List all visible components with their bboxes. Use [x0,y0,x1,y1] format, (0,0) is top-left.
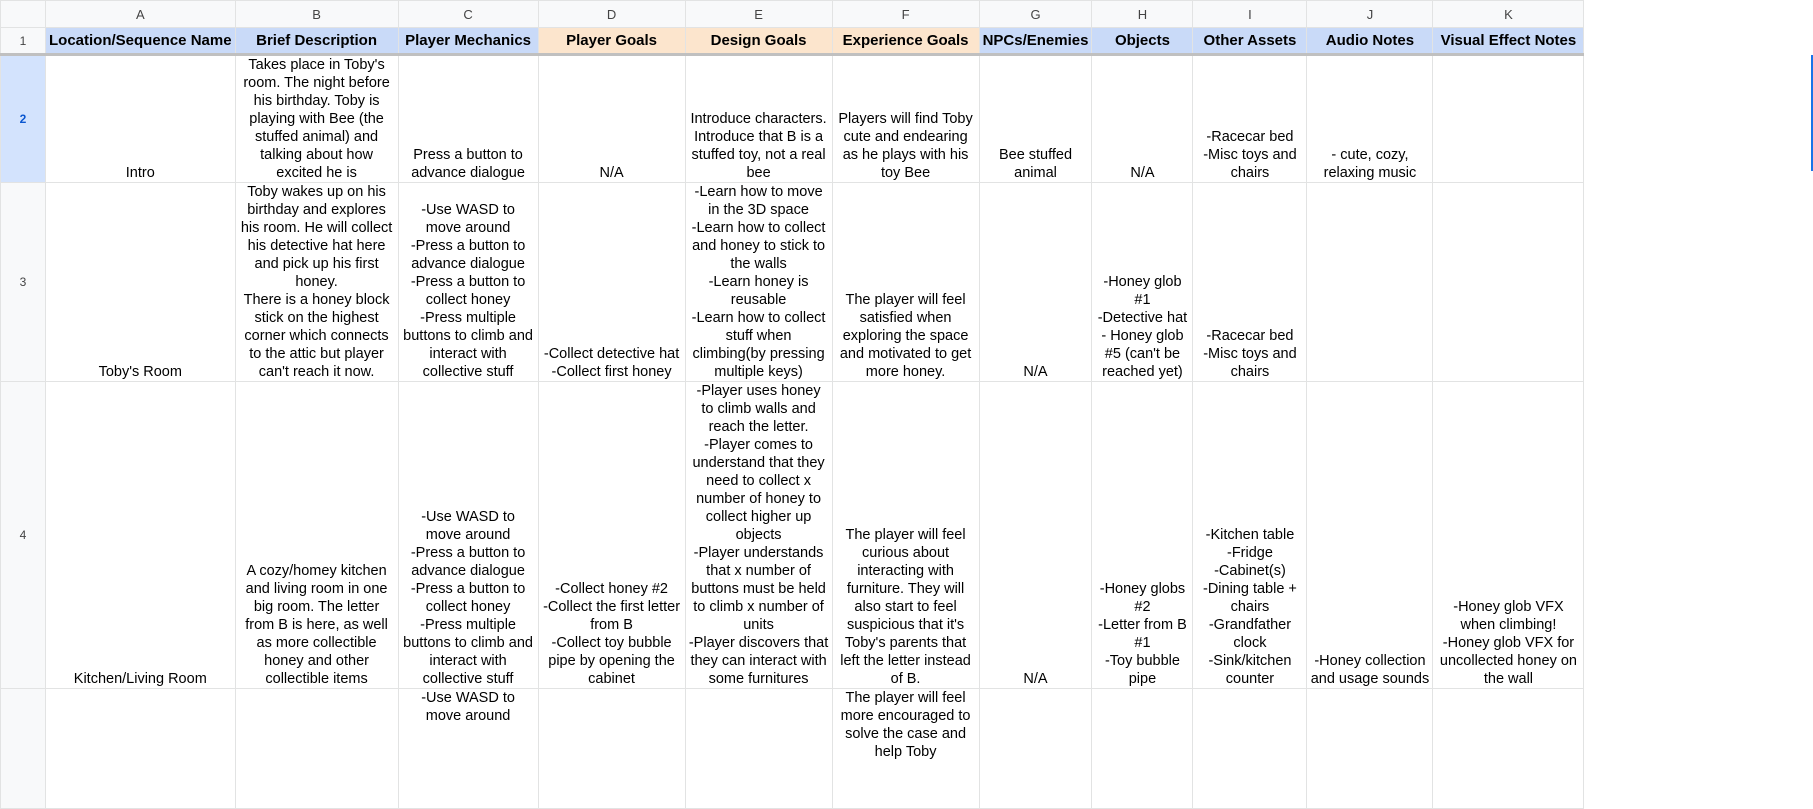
cell[interactable]: -Learn how to move in the 3D space -Learn how to collect and honey to stick to the walls -Learn honey is reusable -Learn how to collect stuff when climbing(by pressing multiple keys) [685,183,832,382]
select-all-corner[interactable] [1,1,46,28]
cell[interactable] [538,689,685,809]
cell[interactable]: -Collect detective hat -Collect first honey [538,183,685,382]
cell[interactable]: -Honey collection and usage sounds [1307,382,1433,689]
cell[interactable]: - cute, cozy, relaxing music [1307,55,1433,183]
cell[interactable]: Takes place in Toby's room. The night before his birthday. Toby is playing with Bee (the stuffed animal) and talking about how excited he is [235,55,398,183]
cell[interactable]: -Player uses honey to climb walls and reach the letter. -Player comes to understand that they need to collect x number of honey to collect higher up objects -Player understands that x number of buttons must be held to climb x number of units -Player discovers that they can interact with some furnitures [685,382,832,689]
cell[interactable]: The player will feel more encouraged to solve the case and help Toby [832,689,979,809]
column-header-c[interactable]: C [398,1,538,28]
header-cell-other-assets[interactable]: Other Assets [1193,28,1307,55]
header-cell-brief-description[interactable]: Brief Description [235,28,398,55]
cell[interactable] [46,689,236,809]
column-header-g[interactable]: G [979,1,1092,28]
cell[interactable] [685,689,832,809]
table-row [1,183,1584,382]
header-cell-objects[interactable]: Objects [1092,28,1193,55]
cell[interactable]: N/A [538,55,685,183]
cell[interactable] [235,689,398,809]
cell[interactable]: N/A [1092,55,1193,183]
column-header-b[interactable]: B [235,1,398,28]
column-header-i[interactable]: I [1193,1,1307,28]
header-cell-experience-goals[interactable]: Experience Goals [832,28,979,55]
header-cell-design-goals[interactable]: Design Goals [685,28,832,55]
cell[interactable]: -Use WASD to move around -Press a button to advance dialogue -Press a button to collect honey -Press multiple buttons to climb and interact with collective stuff [398,183,538,382]
cell[interactable]: -Racecar bed -Misc toys and chairs [1193,55,1307,183]
header-cell-location[interactable]: Location/Sequence Name [46,28,236,55]
table-row [1,382,1584,689]
header-cell-npcs-enemies[interactable]: NPCs/Enemies [979,28,1092,55]
row-header-1[interactable]: 1 [1,28,46,55]
cell[interactable] [1307,689,1433,809]
column-header-f[interactable]: F [832,1,979,28]
cell[interactable]: -Use WASD to move around -Press a button to advance dialogue -Press a button to collect honey -Press multiple buttons to climb and interact with collective stuff [398,382,538,689]
row-header-3[interactable]: 3 [1,183,46,382]
column-header-k[interactable]: K [1433,1,1584,28]
cell[interactable]: -Honey glob VFX when climbing! -Honey glob VFX for uncollected honey on the wall [1433,382,1584,689]
cell[interactable] [979,689,1092,809]
cell[interactable]: The player will feel satisfied when exploring the space and motivated to get more honey. [832,183,979,382]
cell[interactable]: N/A [979,382,1092,689]
cell[interactable] [1307,183,1433,382]
cell[interactable]: -Kitchen table -Fridge -Cabinet(s) -Dining table + chairs -Grandfather clock -Sink/kitchen counter [1193,382,1307,689]
cell[interactable]: Toby's Room [46,183,236,382]
header-cell-visual-effect-notes[interactable]: Visual Effect Notes [1433,28,1584,55]
column-header-h[interactable]: H [1092,1,1193,28]
cell[interactable]: Kitchen/Living Room [46,382,236,689]
cell[interactable]: Bee stuffed animal [979,55,1092,183]
cell[interactable] [1433,689,1584,809]
header-cell-audio-notes[interactable]: Audio Notes [1307,28,1433,55]
cell[interactable]: -Honey glob #1 -Detective hat - Honey glob #5 (can't be reached yet) [1092,183,1193,382]
header-cell-player-mechanics[interactable]: Player Mechanics [398,28,538,55]
table-row [1,55,1584,183]
cell[interactable]: -Collect honey #2 -Collect the first letter from B -Collect toy bubble pipe by opening the cabinet [538,382,685,689]
row-header-5[interactable] [1,689,46,809]
cell[interactable] [1092,689,1193,809]
cell[interactable]: Toby wakes up on his birthday and explores his room. He will collect his detective hat here and pick up his first honey. There is a honey block stick on the highest corner which connects to the attic but player can't reach it now. [235,183,398,382]
table-row [1,689,1584,809]
cell[interactable]: Press a button to advance dialogue [398,55,538,183]
cell[interactable] [1433,183,1584,382]
column-header-e[interactable]: E [685,1,832,28]
cell[interactable] [1433,55,1584,183]
header-cell-player-goals[interactable]: Player Goals [538,28,685,55]
column-header-j[interactable]: J [1307,1,1433,28]
row-header-4[interactable]: 4 [1,382,46,689]
cell[interactable]: Intro [46,55,236,183]
cell[interactable] [1193,689,1307,809]
column-header-d[interactable]: D [538,1,685,28]
cell[interactable]: -Honey globs #2 -Letter from B #1 -Toy bubble pipe [1092,382,1193,689]
cell[interactable]: The player will feel curious about interacting with furniture. They will also start to feel suspicious that it's Toby's parents that left the letter instead of B. [832,382,979,689]
cell[interactable]: -Use WASD to move around [398,689,538,809]
row-header-2[interactable]: 2 [1,55,46,183]
cell[interactable]: Introduce characters. Introduce that B is a stuffed toy, not a real bee [685,55,832,183]
cell[interactable]: A cozy/homey kitchen and living room in one big room. The letter from B is here, as well as more collectible honey and other collectible items [235,382,398,689]
column-header-a[interactable]: A [46,1,236,28]
cell[interactable]: -Racecar bed -Misc toys and chairs [1193,183,1307,382]
cell[interactable]: N/A [979,183,1092,382]
table-row [1,28,1584,55]
cell[interactable]: Players will find Toby cute and endearing as he plays with his toy Bee [832,55,979,183]
